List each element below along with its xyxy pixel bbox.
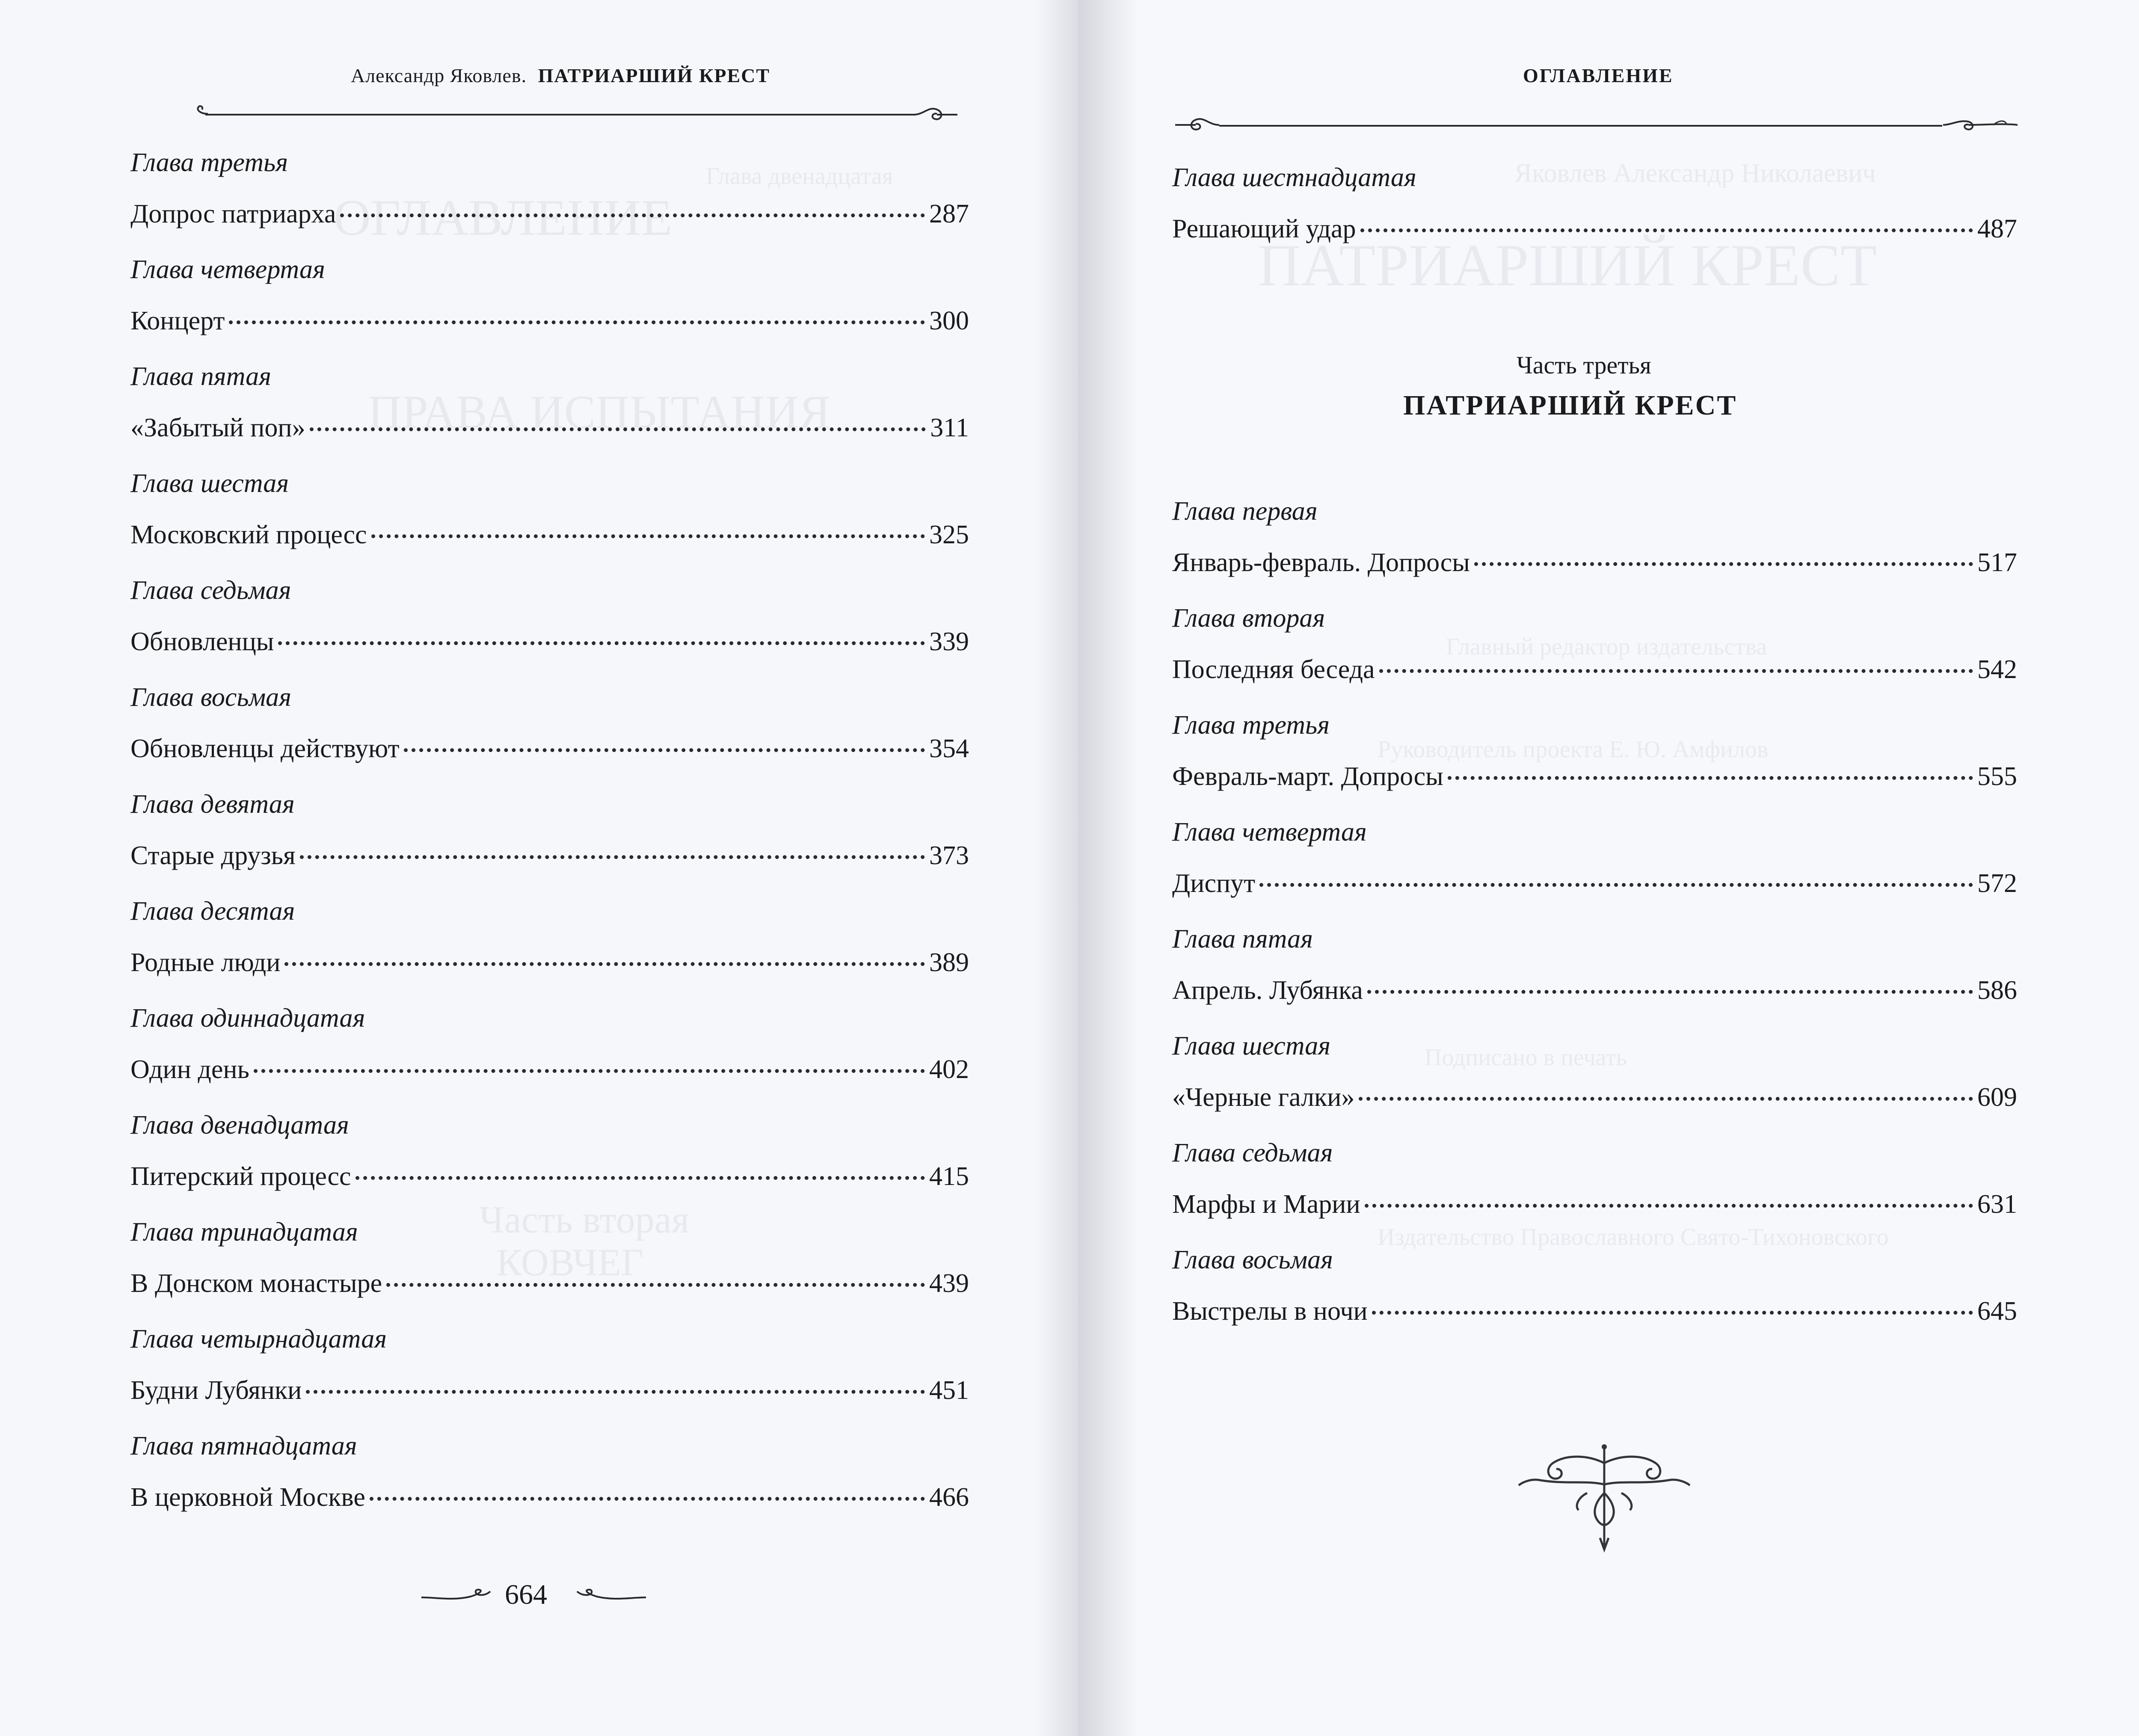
page-number: 451 [929, 1376, 969, 1405]
dot-leader [1259, 883, 1973, 887]
page-number: 586 [1977, 976, 2017, 1005]
running-head-author: Александр Яковлев. [351, 65, 527, 86]
chapter-title: В церковной Москве [130, 1483, 365, 1512]
chapter-label: Глава седьмая [130, 576, 291, 605]
scroll-flourish-icon [911, 102, 958, 127]
toc-line [130, 306, 969, 336]
chapter-label: Глава двенадцатая [130, 1111, 349, 1140]
chapter-title: Родные люди [130, 948, 281, 977]
page-number: 389 [929, 948, 969, 977]
scroll-flourish-icon [1942, 112, 2019, 138]
toc-line [130, 734, 969, 764]
page-number: 631 [1977, 1190, 2017, 1219]
toc-line [1172, 868, 2017, 899]
dot-leader [1448, 776, 1973, 780]
chapter-title: Решающий удар [1172, 214, 1356, 243]
dot-leader [1359, 1097, 1973, 1101]
page-number: 517 [1977, 548, 2017, 577]
dot-leader [340, 213, 925, 217]
chapter-label: Глава шестнадцатая [1172, 163, 1416, 192]
page-number: 572 [1977, 869, 2017, 898]
toc-line [1172, 1082, 2017, 1113]
dot-leader [404, 748, 925, 752]
toc-line [130, 1055, 969, 1085]
chapter-label: Глава вторая [1172, 604, 1325, 633]
toc-line [1172, 1296, 2017, 1327]
page-number: 311 [930, 413, 969, 442]
dot-leader [1367, 990, 1973, 994]
fleuron-icon [1514, 1437, 1694, 1557]
dot-leader [356, 1176, 925, 1180]
scroll-flourish-icon [419, 1588, 492, 1605]
toc-line [130, 627, 969, 657]
chapter-title: Диспут [1172, 869, 1256, 898]
toc-line [1172, 548, 2017, 578]
page-number: 287 [929, 199, 969, 228]
chapter-title: «Черные галки» [1172, 1083, 1355, 1112]
chapter-title: Будни Лубянки [130, 1376, 302, 1405]
header-rule [1219, 125, 1942, 127]
chapter-label: Глава одиннадцатая [130, 1004, 365, 1033]
page-number: 645 [1977, 1297, 2017, 1326]
page-number: 325 [929, 520, 969, 549]
chapter-label: Глава десятая [130, 897, 295, 926]
chapter-label: Глава шестая [130, 469, 289, 498]
chapter-title: Апрель. Лубянка [1172, 976, 1363, 1005]
page-number: 354 [929, 734, 969, 763]
part-title: ПАТРИАРШИЙ КРЕСТ [1403, 390, 1737, 421]
chapter-title: Выстрелы в ночи [1172, 1297, 1368, 1326]
page-number: 542 [1977, 655, 2017, 684]
dot-leader [254, 1069, 925, 1073]
toc-line [1172, 655, 2017, 685]
chapter-title: Обновленцы [130, 627, 274, 656]
chapter-label: Глава восьмая [1172, 1245, 1333, 1274]
toc-line [130, 1482, 969, 1513]
dot-leader [1372, 1311, 1973, 1315]
chapter-title: «Забытый поп» [130, 413, 305, 442]
dot-leader [1365, 1204, 1973, 1208]
toc-line [1172, 214, 2017, 244]
toc-line [130, 948, 969, 978]
toc-line [130, 1161, 969, 1192]
dot-leader [1379, 669, 1973, 673]
part-label: Часть третья [1517, 351, 1651, 379]
chapter-label: Глава седьмая [1172, 1138, 1333, 1167]
chapter-label: Глава пятнадцатая [130, 1431, 357, 1460]
page-number: 466 [929, 1483, 969, 1512]
page-number: 339 [929, 627, 969, 656]
page-number: 609 [1977, 1083, 2017, 1112]
chapter-title: Последняя беседа [1172, 655, 1375, 684]
chapter-title: Концерт [130, 306, 225, 335]
chapter-label: Глава пятая [1172, 924, 1313, 954]
running-head [351, 64, 770, 87]
chapter-label: Глава восьмая [130, 683, 291, 712]
chapter-title: Обновленцы действуют [130, 734, 400, 763]
header-rule [205, 114, 915, 116]
dot-leader [371, 534, 925, 538]
chapter-label: Глава пятая [130, 362, 271, 391]
chapter-label: Глава тринадцатая [130, 1218, 358, 1247]
chapter-label: Глава шестая [1172, 1031, 1331, 1061]
chapter-label: Глава четвертая [130, 255, 325, 284]
toc-line [130, 413, 969, 443]
toc-line [1172, 1189, 2017, 1220]
running-head: ОГЛАВЛЕНИЕ [1523, 65, 1674, 86]
dot-leader [1474, 562, 1973, 566]
page-number: 373 [929, 841, 969, 870]
chapter-title: Январь-февраль. Допросы [1172, 548, 1470, 577]
dot-leader [306, 1390, 925, 1394]
dot-leader [278, 641, 925, 645]
chapter-label: Глава четвертая [1172, 818, 1367, 847]
dot-leader [284, 962, 925, 966]
chapter-label: Глава девятая [130, 790, 295, 819]
chapter-label: Глава третья [1172, 711, 1330, 740]
chapter-title: Старые друзья [130, 841, 296, 870]
page-number: 402 [929, 1055, 969, 1084]
dot-leader [300, 855, 925, 859]
page-number: 415 [929, 1162, 969, 1191]
chapter-label: Глава третья [130, 148, 288, 177]
toc-line [130, 1268, 969, 1299]
page-number: 300 [929, 306, 969, 335]
chapter-title: Февраль-март. Допросы [1172, 762, 1443, 791]
toc-line [130, 199, 969, 229]
toc-line [130, 841, 969, 871]
chapter-title: Марфы и Марии [1172, 1190, 1360, 1219]
toc-line [1172, 975, 2017, 1006]
folio-page-number: 664 [505, 1579, 547, 1610]
toc-line [130, 1375, 969, 1406]
toc-line [1172, 761, 2017, 792]
chapter-title: В Донском монастыре [130, 1269, 382, 1298]
left-page: Александр Яковлев. ПАТРИАРШИЙ КРЕСТ Глава двенадцатая ОГЛАВЛЕНИЕ ПРАВА ИСПЫТАНИЯ Часть вторая КОВЧЕГ Глава третья Допрос патриарха 287 Глава четвертая Концерт 300 Глава пятая «Забытый поп» 311 Глава шестая Московский процесс 325 Глава седьмая Обновленцы 339 Глава восьмая Обновленцы действуют 354 Глава девятая Старые друзья 373 Глава десятая Родные люди 389 Глава одиннадцатая Один день 402 Глава двенадцатая Питерский процесс 415 Глава тринадцатая В Донском монастыре 439 Глава четырнадцатая Будни Лубянки 451 Глава пятнадцатая В церковной Москве 466 664 [0, 0, 1078, 1736]
running-head-title: ПАТРИАРШИЙ КРЕСТ [538, 65, 770, 86]
chapter-title: Допрос патриарха [130, 199, 336, 228]
toc-line [130, 520, 969, 550]
chapter-label: Глава четырнадцатая [130, 1324, 387, 1354]
chapter-title: Питерский процесс [130, 1162, 351, 1191]
dot-leader [370, 1497, 925, 1501]
page-number: 439 [929, 1269, 969, 1298]
dot-leader [386, 1283, 925, 1287]
page-number: 555 [1977, 762, 2017, 791]
scroll-flourish-icon [1174, 112, 1221, 138]
chapter-title: Московский процесс [130, 520, 367, 549]
chapter-label: Глава первая [1172, 497, 1318, 526]
dot-leader [229, 320, 925, 324]
rule-end-icon [193, 104, 210, 125]
dot-leader [1360, 228, 1973, 232]
chapter-title: Один день [130, 1055, 249, 1084]
page-number: 487 [1977, 214, 2017, 243]
scroll-flourish-icon [575, 1588, 648, 1605]
dot-leader [310, 427, 926, 431]
